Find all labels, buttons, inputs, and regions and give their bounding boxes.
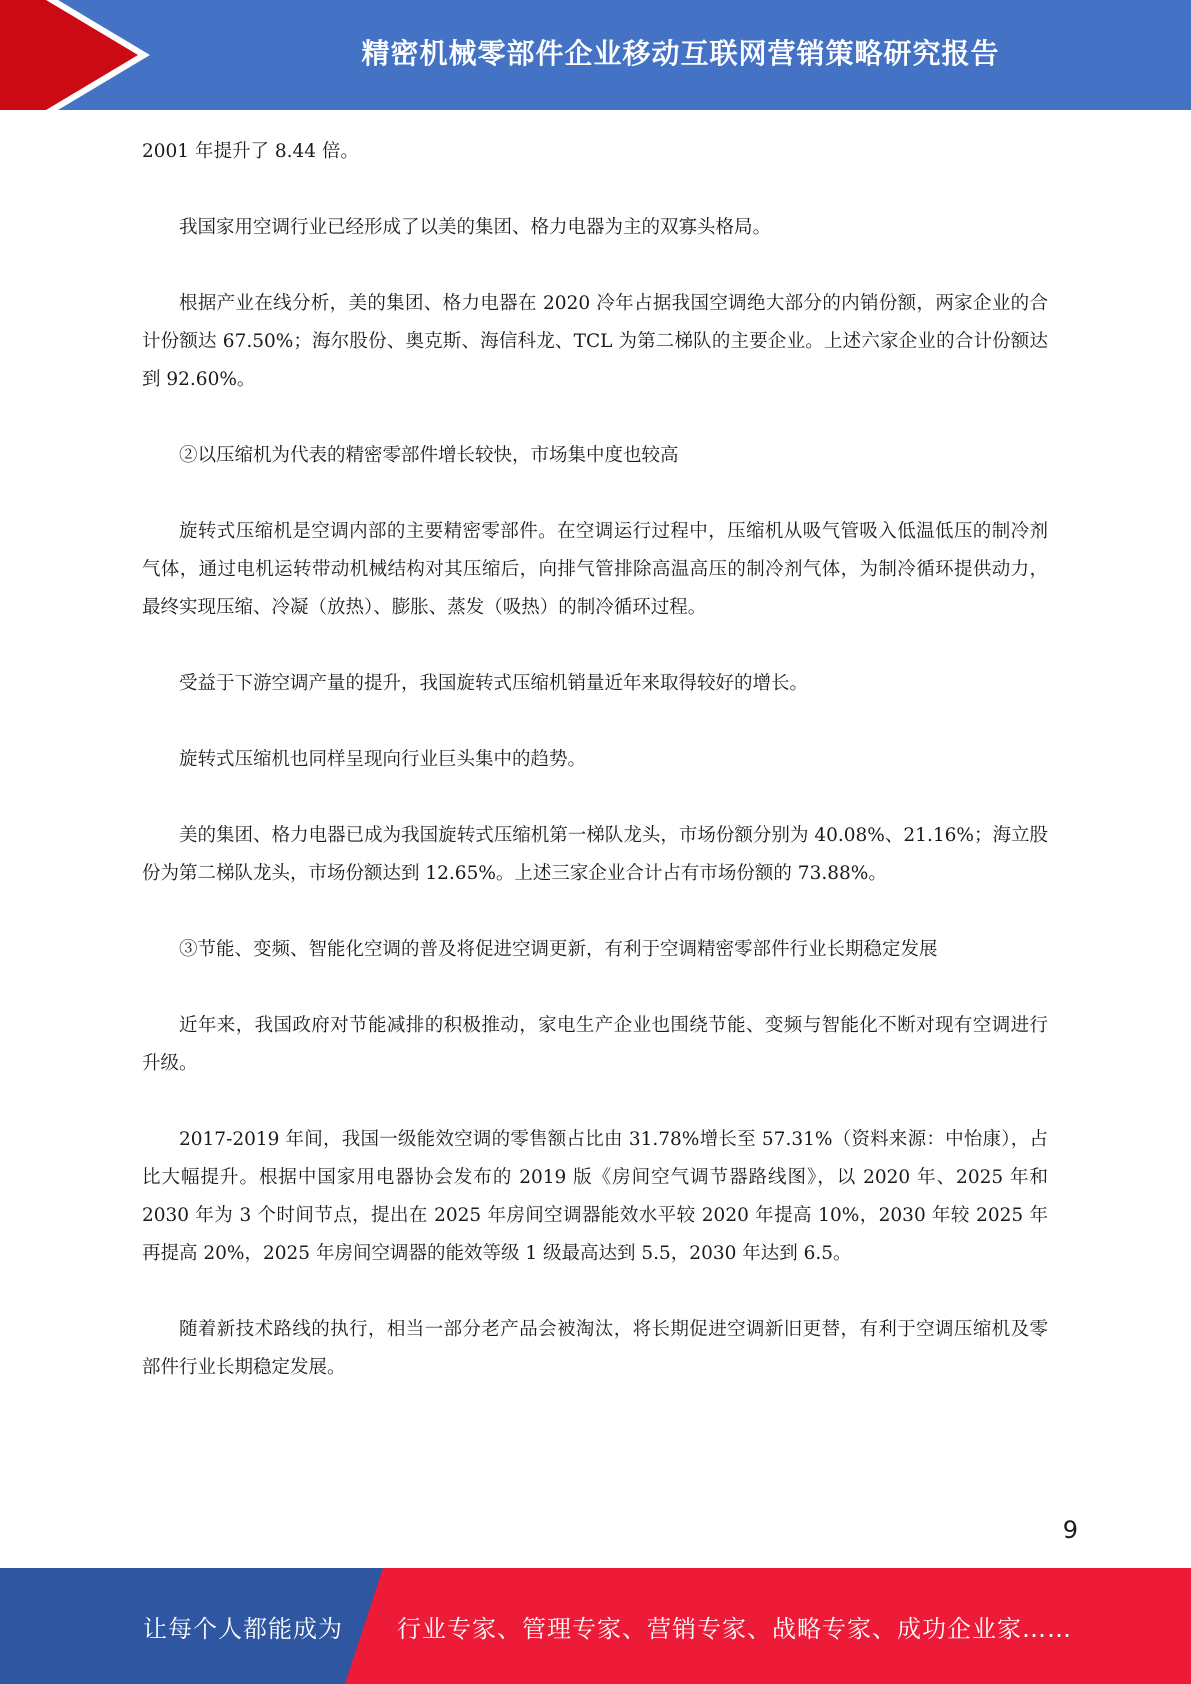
footer-slogan-right: 行业专家、管理专家、营销专家、战略专家、成功企业家…… xyxy=(397,1614,1072,1643)
page-header xyxy=(0,0,1191,110)
paragraph: 2001 年提升了 8.44 倍。 xyxy=(142,141,359,162)
paragraph: ②以压缩机为代表的精密零部件增长较快，市场集中度也较高 xyxy=(179,445,679,466)
document-body xyxy=(142,133,1048,1425)
paragraph: 近年来，我国政府对节能减排的积极推动，家电生产企业也围绕节能、变频与智能化不断对现有空调进行升级。 xyxy=(142,1015,1048,1074)
page-number: 9 xyxy=(1062,1516,1078,1544)
report-title: 精密机械零部件企业移动互联网营销策略研究报告 xyxy=(361,37,1000,70)
page-footer xyxy=(0,1568,1191,1684)
paragraph: 根据产业在线分析，美的集团、格力电器在 2020 冷年占据我国空调绝大部分的内销份额，两家企业的合计份额达 67.50%；海尔股份、奥克斯、海信科龙、TCL 为第二梯队的主要企业。上述六家企业的合计份额达到 92.60%。 xyxy=(142,293,1048,390)
paragraph: 受益于下游空调产量的提升，我国旋转式压缩机销量近年来取得较好的增长。 xyxy=(179,673,809,694)
footer-slogan-left: 让每个人都能成为 xyxy=(143,1614,343,1643)
paragraph: 旋转式压缩机也同样呈现向行业巨头集中的趋势。 xyxy=(179,749,587,770)
paragraph: 我国家用空调行业已经形成了以美的集团、格力电器为主的双寡头格局。 xyxy=(179,217,772,238)
paragraph: 美的集团、格力电器已成为我国旋转式压缩机第一梯队龙头，市场份额分别为 40.08%、21.16%；海立股份为第二梯队龙头，市场份额达到 12.65%。上述三家企业合计占有市场份额的 73.88%。 xyxy=(142,825,1048,884)
paragraph: 2017-2019 年间，我国一级能效空调的零售额占比由 31.78%增长至 57.31%（资料来源：中怡康），占比大幅提升。根据中国家用电器协会发布的 2019 版《房间空气调节器路线图》，以 2020 年、2025 年和 2030 年为 3 个时间节点，提出在 2025 年房间空调器能效水平较 2020 年提高 10%，2030 年较 2025 年再提高 20%，2025 年房间空调器的能效等级 1 级最高达到 5.5，2030 年达到 6.5。 xyxy=(142,1129,1048,1264)
paragraph: ③节能、变频、智能化空调的普及将促进空调更新，有利于空调精密零部件行业长期稳定发展 xyxy=(179,939,938,960)
paragraph: 旋转式压缩机是空调内部的主要精密零部件。在空调运行过程中，压缩机从吸气管吸入低温低压的制冷剂气体，通过电机运转带动机械结构对其压缩后，向排气管排除高温高压的制冷剂气体，为制冷循环提供动力，最终实现压缩、冷凝（放热）、膨胀、蒸发（吸热）的制冷循环过程。 xyxy=(142,521,1048,618)
paragraph: 随着新技术路线的执行，相当一部分老产品会被淘汰，将长期促进空调新旧更替，有利于空调压缩机及零部件行业长期稳定发展。 xyxy=(142,1319,1048,1378)
